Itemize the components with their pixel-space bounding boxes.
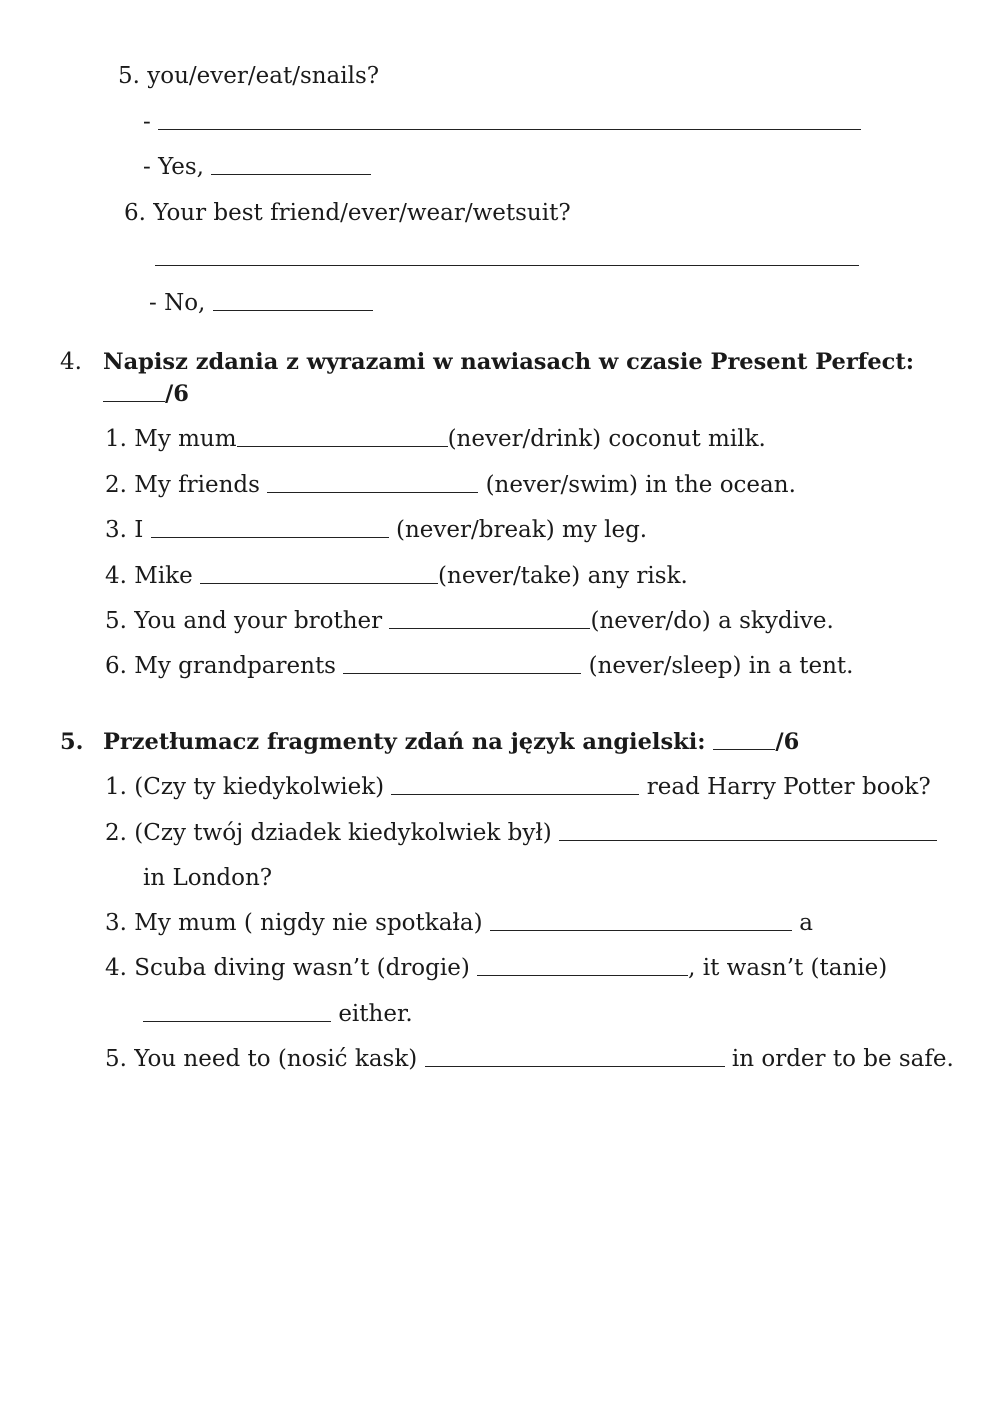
exercise-title: Przetłumacz fragmenty zdań na język angielski: [103,729,706,755]
item-number: 5. [105,1046,127,1072]
ex5-item-1 [105,772,931,802]
item-text-after: (never/do) a skydive. [590,608,834,634]
item-text-before: My mum ( nigdy nie spotkała) [134,910,483,936]
ex5-item-5 [105,1044,954,1074]
ex4-item-2 [105,470,796,500]
exercise-5-title [103,727,799,757]
question-5 [118,61,379,91]
exercise-5-number: 5. [60,729,84,755]
reply-prefix: - Yes, [143,154,204,180]
ex4-item-3 [105,515,647,545]
item-number: 2. [105,472,127,498]
item-text-after: either. [338,1001,413,1027]
item-text-before: Scuba diving wasn’t (drogie) [134,955,470,981]
reply-prefix: - No, [149,290,206,316]
ex5-item-2-continuation: in London? [143,865,273,891]
score-suffix: /6 [165,381,189,407]
exercise-number: 4. [60,349,82,375]
item-text-before: Mike [134,563,193,589]
reply-line-q5 [143,152,371,182]
question-number: 5. [118,63,140,89]
ex5-item-2 [105,818,937,848]
score-suffix: /6 [775,729,800,755]
item-text-before: (Czy ty kiedykolwiek) [134,774,385,800]
item-text-after: (never/break) my leg. [395,517,648,543]
item-text-after: read Harry Potter book? [646,774,931,800]
item-text-before: My mum [134,426,237,452]
item-text-after: (never/sleep) in a tent. [588,653,854,679]
answer-line-q5 [143,107,861,137]
exercise-4-number [60,347,82,377]
ex4-item-6 [105,651,853,681]
item-text-after: in order to be safe. [731,1046,954,1072]
ex4-item-1 [105,424,766,454]
item-number: 2. [105,820,127,846]
item-text-before: You and your brother [134,608,383,634]
item-text-before: My grandparents [134,653,336,679]
item-text-after: a [799,910,813,936]
item-text-after: , it wasn’t (tanie) [688,955,888,981]
item-text-before: (Czy twój dziadek kiedykolwiek był) [134,820,552,846]
question-6 [124,198,571,228]
question-number: 6. [124,200,146,226]
item-number: 5. [105,608,127,634]
item-number: 4. [105,955,127,981]
question-prompt: Your best friend/ever/wear/wetsuit? [153,200,571,226]
ex5-item-4 [105,953,887,983]
answer-line-q6 [155,243,859,273]
question-prompt: you/ever/eat/snails? [147,63,380,89]
ex4-item-4 [105,561,688,591]
exercise-4-score [103,379,189,409]
ex5-item-3 [105,908,813,938]
item-text-before: I [134,517,144,543]
item-text-after: (never/take) any risk. [438,563,688,589]
item-number: 1. [105,426,127,452]
ex4-item-5 [105,606,834,636]
item-text-before: You need to (nosić kask) [134,1046,418,1072]
item-number: 6. [105,653,127,679]
item-number: 3. [105,517,127,543]
reply-line-q6 [149,288,373,318]
item-text-after: (never/drink) coconut milk. [447,426,766,452]
item-number: 3. [105,910,127,936]
item-text-after: (never/swim) in the ocean. [485,472,796,498]
ex5-item-4-continuation [143,999,413,1029]
answer-dash: - [143,109,151,135]
item-number: 4. [105,563,127,589]
item-number: 1. [105,774,127,800]
exercise-4-title: Napisz zdania z wyrazami w nawiasach w czasie Present Perfect: [103,349,915,375]
item-text-before: My friends [134,472,260,498]
